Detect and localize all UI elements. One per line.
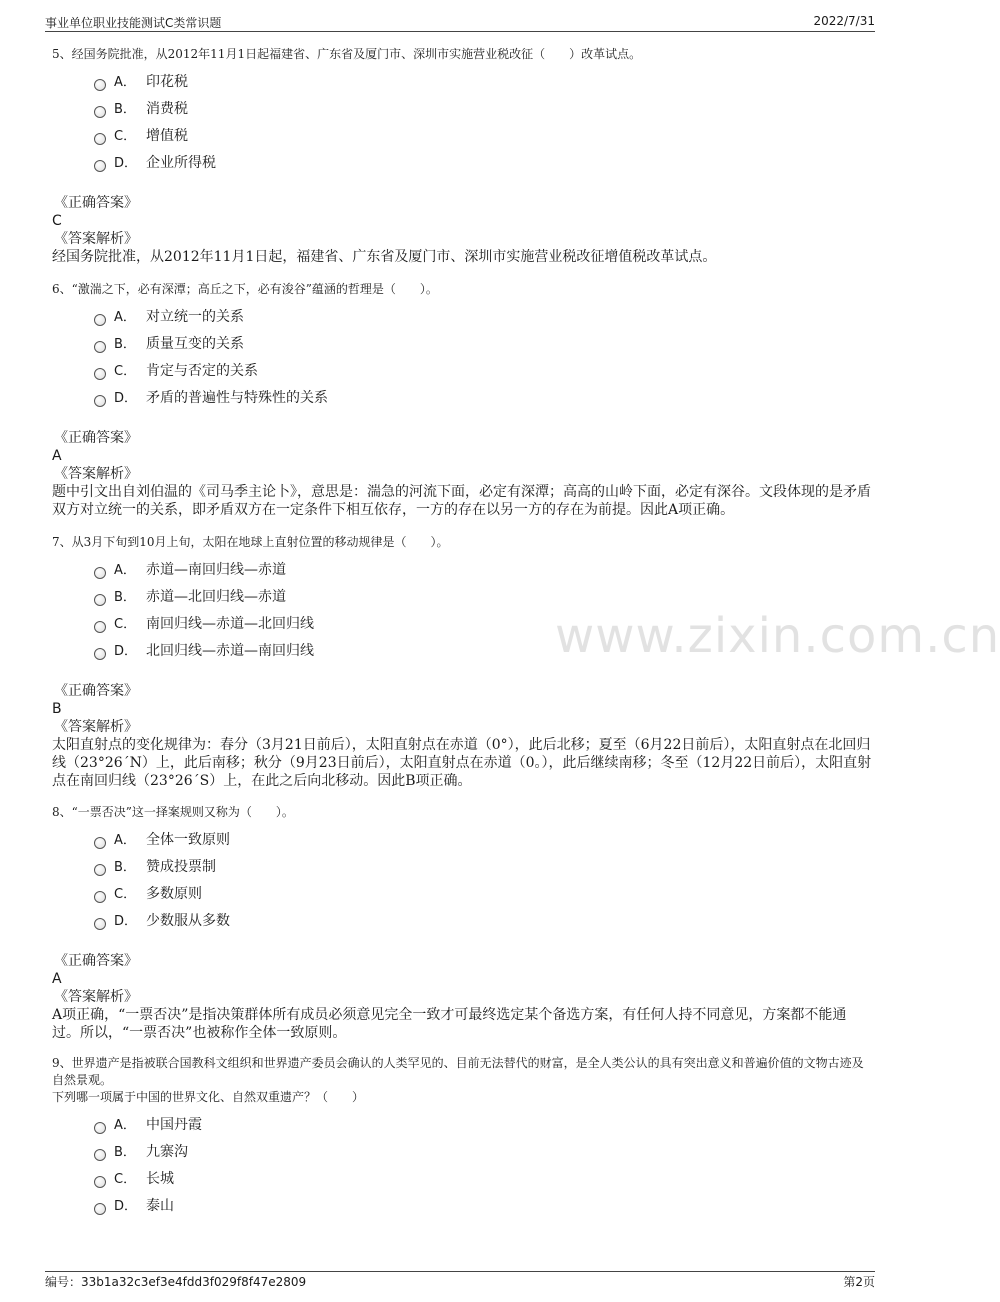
radio-icon[interactable] <box>94 79 106 91</box>
answer-block <box>52 429 872 519</box>
option-a[interactable]: A． 赤道—南回归线—赤道 <box>94 555 872 582</box>
radio-icon[interactable] <box>94 891 106 903</box>
radio-icon[interactable] <box>94 106 106 118</box>
radio-icon[interactable] <box>94 621 106 633</box>
option-b[interactable]: B． 消费税 <box>94 94 872 121</box>
radio-icon[interactable] <box>94 594 106 606</box>
watermark: www.zixin.com.cn <box>555 608 1000 664</box>
option-list <box>94 302 872 410</box>
option-list <box>94 555 872 663</box>
option-d[interactable]: D． 企业所得税 <box>94 148 872 175</box>
radio-icon[interactable] <box>94 314 106 326</box>
option-d[interactable]: D． 矛盾的普遍性与特殊性的关系 <box>94 383 872 410</box>
radio-icon[interactable] <box>94 368 106 380</box>
radio-icon[interactable] <box>94 918 106 930</box>
document-date: 2022/7/31 <box>813 14 875 28</box>
answer-block <box>52 952 872 1042</box>
correct-answer: A <box>52 971 62 987</box>
option-a[interactable]: A． 全体一致原则 <box>94 825 872 852</box>
radio-icon[interactable] <box>94 1122 106 1134</box>
question-stem: 7、从3月下旬到10月上旬，太阳在地球上直射位置的移动规律是（ ）。 <box>52 535 449 549</box>
option-c[interactable]: C． 多数原则 <box>94 879 872 906</box>
analysis-text: 题中引文出自刘伯温的《司马季主论卜》，意思是：湍急的河流下面，必定有深潭；高高的山岭下面，必定有深谷。文段体现的是矛盾双方对立统一的关系，即矛盾双方在一定条件下相互依存，一方的存在以另一方的存在为前提。因此A项正确。 <box>52 484 871 518</box>
document-code: 编号：33b1a32c3ef3e4fdd3f029f8f47e2809 <box>45 1275 307 1289</box>
question-5 <box>52 46 872 266</box>
radio-icon[interactable] <box>94 567 106 579</box>
option-list <box>94 1110 872 1218</box>
option-c[interactable]: C． 南回归线—赤道—北回归线 <box>94 609 872 636</box>
correct-answer-label: 《正确答案》 <box>54 953 138 969</box>
page-number: 第2页 <box>843 1275 875 1289</box>
radio-icon[interactable] <box>94 160 106 172</box>
option-b[interactable]: B． 赞成投票制 <box>94 852 872 879</box>
correct-answer: C <box>52 213 62 229</box>
analysis-text: 太阳直射点的变化规律为：春分（3月21日前后），太阳直射点在赤道（0°），此后北移；夏至（6月22日前后），太阳直射点在北回归线（23°26´N）上，此后南移；秋分（9月23日前后），太阳直射点在赤道（0。），此后继续南移；冬至（12月22日前后），太阳直射点在南回归线（23°26´S）上，在此之后向北移动。因此B项正确。 <box>52 737 872 789</box>
option-list <box>94 825 872 933</box>
question-stem: 6、“激湍之下，必有深潭；高丘之下，必有浚谷”蕴涵的哲理是（ ）。 <box>52 282 438 296</box>
question-7 <box>52 534 872 790</box>
question-prompt: 下列哪一项属于中国的世界文化、自然双重遗产？（ ） <box>52 1090 365 1104</box>
option-d[interactable]: D． 泰山 <box>94 1191 872 1218</box>
analysis-text: 经国务院批准，从2012年11月1日起，福建省、广东省及厦门市、深圳市实施营业税改征增值税改革试点。 <box>52 249 717 265</box>
option-d[interactable]: D． 北回归线—赤道—南回归线 <box>94 636 872 663</box>
analysis-label: 《答案解析》 <box>54 989 138 1005</box>
correct-answer-label: 《正确答案》 <box>54 195 138 211</box>
page-header <box>45 12 875 32</box>
analysis-label: 《答案解析》 <box>54 719 138 735</box>
option-list <box>94 67 872 175</box>
correct-answer-label: 《正确答案》 <box>54 683 138 699</box>
radio-icon[interactable] <box>94 1149 106 1161</box>
analysis-label: 《答案解析》 <box>54 466 138 482</box>
option-a[interactable]: A． 印花税 <box>94 67 872 94</box>
answer-block <box>52 194 872 266</box>
option-a[interactable]: A． 对立统一的关系 <box>94 302 872 329</box>
radio-icon[interactable] <box>94 341 106 353</box>
radio-icon[interactable] <box>94 837 106 849</box>
question-stem: 9、世界遗产是指被联合国教科文组织和世界遗产委员会确认的人类罕见的、目前无法替代的财富，是全人类公认的具有突出意义和普遍价值的文物古迹及自然景观。 <box>52 1056 864 1087</box>
radio-icon[interactable] <box>94 133 106 145</box>
radio-icon[interactable] <box>94 1203 106 1215</box>
option-b[interactable]: B． 九寨沟 <box>94 1137 872 1164</box>
radio-icon[interactable] <box>94 395 106 407</box>
radio-icon[interactable] <box>94 1176 106 1188</box>
analysis-text: A项正确，“一票否决”是指决策群体所有成员必须意见完全一致才可最终选定某个备选方案，有任何人持不同意见，方案都不能通过。所以，“一票否决”也被称作全体一致原则。 <box>52 1007 847 1041</box>
option-c[interactable]: C． 肯定与否定的关系 <box>94 356 872 383</box>
question-8 <box>52 804 872 1042</box>
radio-icon[interactable] <box>94 864 106 876</box>
option-d[interactable]: D． 少数服从多数 <box>94 906 872 933</box>
option-c[interactable]: C． 长城 <box>94 1164 872 1191</box>
question-stem: 8、“一票否决”这一择案规则又称为（ ）。 <box>52 805 294 819</box>
question-stem: 5、经国务院批准，从2012年11月1日起福建省、广东省及厦门市、深圳市实施营业税改征（ ）改革试点。 <box>52 47 642 61</box>
option-b[interactable]: B． 赤道—北回归线—赤道 <box>94 582 872 609</box>
correct-answer: B <box>52 701 62 717</box>
analysis-label: 《答案解析》 <box>54 231 138 247</box>
page-footer <box>45 1271 875 1295</box>
question-6 <box>52 281 872 519</box>
option-a[interactable]: A． 中国丹霞 <box>94 1110 872 1137</box>
answer-block <box>52 682 872 790</box>
radio-icon[interactable] <box>94 648 106 660</box>
correct-answer: A <box>52 448 62 464</box>
option-c[interactable]: C． 增值税 <box>94 121 872 148</box>
document-title: 事业单位职业技能测试C类常识题 <box>45 16 222 30</box>
question-9 <box>52 1055 872 1218</box>
correct-answer-label: 《正确答案》 <box>54 430 138 446</box>
option-b[interactable]: B． 质量互变的关系 <box>94 329 872 356</box>
